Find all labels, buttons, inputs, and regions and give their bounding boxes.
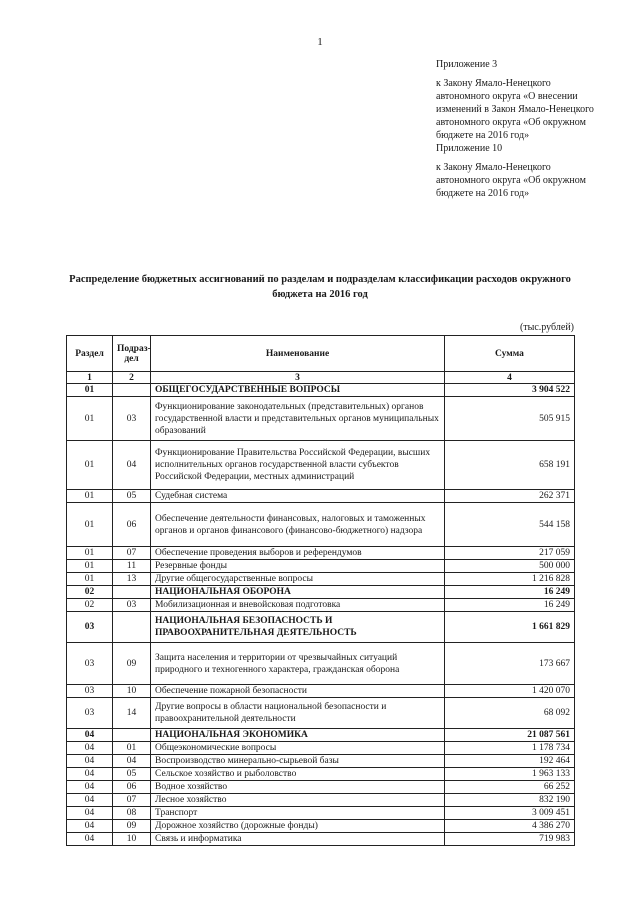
table-row	[67, 794, 575, 807]
cell-name: ОБЩЕГОСУДАРСТВЕННЫЕ ВОПРОСЫ	[151, 384, 445, 397]
table-row	[67, 685, 575, 698]
table-row	[67, 781, 575, 794]
cell-subsection: 10	[113, 833, 151, 846]
cell-name: Транспорт	[151, 807, 445, 820]
cell-name: Функционирование Правительства Российской Федерации, высших исполнительных органов государственной власти субъектов Российской Федерации, местных администраций	[151, 441, 445, 490]
cell-section: 01	[67, 384, 113, 397]
cell-sum: 1 178 734	[445, 742, 575, 755]
cell-name: Лесное хозяйство	[151, 794, 445, 807]
cell-sum: 262 371	[445, 490, 575, 503]
cell-sum: 1 661 829	[445, 612, 575, 643]
index-row	[67, 372, 575, 384]
cell-sum: 658 191	[445, 441, 575, 490]
cell-subsection: 10	[113, 685, 151, 698]
cell-section: 01	[67, 547, 113, 560]
header-row	[67, 336, 575, 372]
table-row	[67, 586, 575, 599]
cell-section: 04	[67, 820, 113, 833]
cell-subsection: 07	[113, 794, 151, 807]
table-row	[67, 384, 575, 397]
table-row	[67, 768, 575, 781]
cell-sum: 68 092	[445, 698, 575, 729]
header-name: Наименование	[151, 336, 445, 372]
cell-section: 03	[67, 698, 113, 729]
cell-subsection: 09	[113, 643, 151, 685]
cell-name: Судебная система	[151, 490, 445, 503]
cell-sum: 16 249	[445, 599, 575, 612]
cell-section: 03	[67, 612, 113, 643]
cell-subsection: 11	[113, 560, 151, 573]
cell-sum: 832 190	[445, 794, 575, 807]
cell-name: НАЦИОНАЛЬНАЯ ЭКОНОМИКА	[151, 729, 445, 742]
cell-sum: 192 464	[445, 755, 575, 768]
cell-sum: 1 420 070	[445, 685, 575, 698]
units-label: (тыс.рублей)	[519, 322, 574, 333]
cell-section: 01	[67, 441, 113, 490]
cell-sum: 3 009 451	[445, 807, 575, 820]
cell-name: Общеэкономические вопросы	[151, 742, 445, 755]
table-row	[67, 807, 575, 820]
cell-name: Обеспечение деятельности финансовых, налоговых и таможенных органов и органов финансового (финансово-бюджетного) надзора	[151, 503, 445, 547]
cell-subsection: 04	[113, 441, 151, 490]
table-row	[67, 820, 575, 833]
cell-name: Водное хозяйство	[151, 781, 445, 794]
index-cell: 4	[445, 372, 575, 384]
cell-name: Связь и информатика	[151, 833, 445, 846]
cell-section: 02	[67, 599, 113, 612]
cell-section: 04	[67, 833, 113, 846]
cell-name: Другие вопросы в области национальной безопасности и правоохранительной деятельности	[151, 698, 445, 729]
cell-section: 04	[67, 794, 113, 807]
cell-name: НАЦИОНАЛЬНАЯ ОБОРОНА	[151, 586, 445, 599]
cell-subsection	[113, 729, 151, 742]
header-sum: Сумма	[445, 336, 575, 372]
cell-sum: 505 915	[445, 397, 575, 441]
cell-sum: 173 667	[445, 643, 575, 685]
cell-subsection: 06	[113, 781, 151, 794]
cell-name: Другие общегосударственные вопросы	[151, 573, 445, 586]
cell-section: 04	[67, 768, 113, 781]
cell-name: Обеспечение проведения выборов и референдумов	[151, 547, 445, 560]
cell-name: Обеспечение пожарной безопасности	[151, 685, 445, 698]
index-cell: 1	[67, 372, 113, 384]
cell-subsection: 13	[113, 573, 151, 586]
table-row	[67, 698, 575, 729]
cell-section: 01	[67, 560, 113, 573]
cell-sum: 66 252	[445, 781, 575, 794]
document-title: Распределение бюджетных ассигнований по разделам и подразделам классификации расходов окружного бюджета на 2016 год	[69, 274, 571, 300]
cell-section: 04	[67, 807, 113, 820]
table-row	[67, 643, 575, 685]
cell-subsection	[113, 586, 151, 599]
cell-name: НАЦИОНАЛЬНАЯ БЕЗОПАСНОСТЬ И ПРАВООХРАНИТЕЛЬНАЯ ДЕЯТЕЛЬНОСТЬ	[151, 612, 445, 643]
cell-section: 04	[67, 755, 113, 768]
cell-subsection: 05	[113, 490, 151, 503]
annex-line: Приложение 3	[436, 59, 498, 70]
index-cell: 3	[151, 372, 445, 384]
cell-section: 04	[67, 742, 113, 755]
annex-block	[436, 58, 606, 200]
cell-section: 03	[67, 685, 113, 698]
cell-name: Функционирование законодательных (представительных) органов государственной власти и представительных органов муниципальных образований	[151, 397, 445, 441]
cell-name: Мобилизационная и вневойсковая подготовка	[151, 599, 445, 612]
cell-section: 01	[67, 573, 113, 586]
table-row	[67, 833, 575, 846]
header-section: Раздел	[67, 336, 113, 372]
cell-sum: 500 000	[445, 560, 575, 573]
cell-section: 04	[67, 729, 113, 742]
page-number: 1	[317, 36, 323, 48]
cell-section: 03	[67, 643, 113, 685]
cell-name: Резервные фонды	[151, 560, 445, 573]
table-row	[67, 441, 575, 490]
cell-subsection: 14	[113, 698, 151, 729]
cell-sum: 4 386 270	[445, 820, 575, 833]
cell-sum: 1 963 133	[445, 768, 575, 781]
table-row	[67, 755, 575, 768]
cell-sum: 21 087 561	[445, 729, 575, 742]
cell-subsection: 03	[113, 397, 151, 441]
cell-section: 01	[67, 503, 113, 547]
cell-sum: 16 249	[445, 586, 575, 599]
cell-name: Защита населения и территории от чрезвычайных ситуаций природного и техногенного характера, гражданская оборона	[151, 643, 445, 685]
table-row	[67, 503, 575, 547]
cell-section: 02	[67, 586, 113, 599]
table-row	[67, 573, 575, 586]
cell-name: Сельское хозяйство и рыболовство	[151, 768, 445, 781]
cell-name: Дорожное хозяйство (дорожные фонды)	[151, 820, 445, 833]
annex-line: к Закону Ямало-Ненецкого автономного округа «О внесении изменений в Закон Ямало-Ненецкого автономного округа «Об окружном бюджете на 2016 год»	[436, 78, 594, 141]
table-row	[67, 729, 575, 742]
cell-sum: 719 983	[445, 833, 575, 846]
table-row	[67, 599, 575, 612]
cell-sum: 1 216 828	[445, 573, 575, 586]
cell-subsection: 08	[113, 807, 151, 820]
cell-subsection: 05	[113, 768, 151, 781]
annex-line: к Закону Ямало-Ненецкого автономного округа «Об окружном бюджете на 2016 год»	[436, 162, 586, 199]
cell-sum: 3 904 522	[445, 384, 575, 397]
table-row	[67, 560, 575, 573]
cell-section: 04	[67, 781, 113, 794]
cell-subsection: 01	[113, 742, 151, 755]
cell-subsection: 03	[113, 599, 151, 612]
header-subsection: Подраз-дел	[113, 336, 151, 372]
table-row	[67, 397, 575, 441]
table-row	[67, 742, 575, 755]
cell-sum: 217 059	[445, 547, 575, 560]
cell-subsection: 09	[113, 820, 151, 833]
cell-subsection: 07	[113, 547, 151, 560]
table-row	[67, 490, 575, 503]
table-row	[67, 612, 575, 643]
cell-subsection: 04	[113, 755, 151, 768]
cell-name: Воспроизводство минерально-сырьевой базы	[151, 755, 445, 768]
cell-subsection	[113, 612, 151, 643]
budget-table	[66, 335, 575, 846]
cell-subsection: 06	[113, 503, 151, 547]
table-row	[67, 547, 575, 560]
cell-subsection	[113, 384, 151, 397]
cell-section: 01	[67, 397, 113, 441]
annex-line: Приложение 10	[436, 143, 503, 154]
index-cell: 2	[113, 372, 151, 384]
cell-section: 01	[67, 490, 113, 503]
cell-sum: 544 158	[445, 503, 575, 547]
